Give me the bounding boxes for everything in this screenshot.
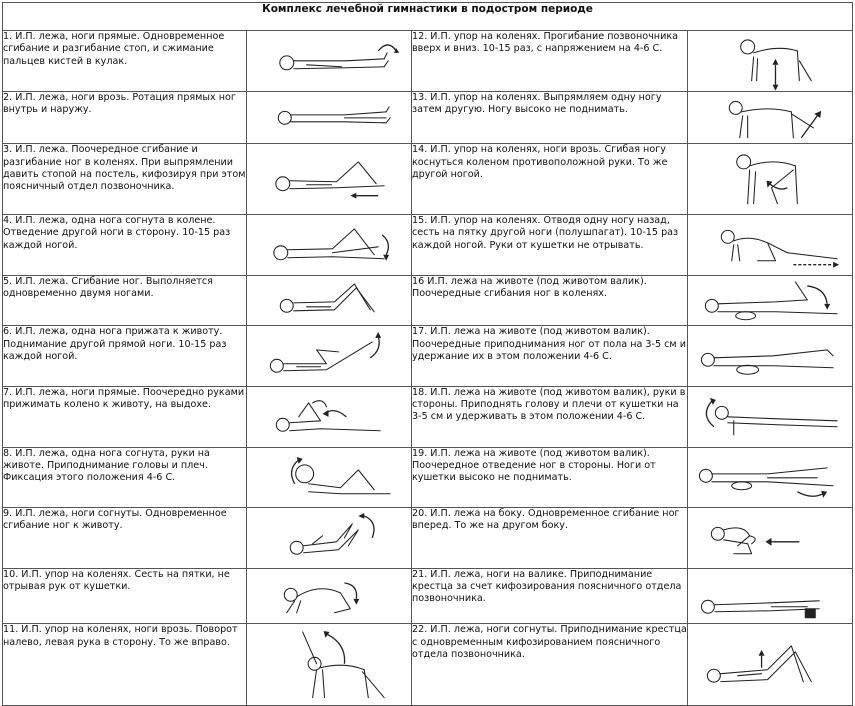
exercise-table	[2, 2, 853, 706]
exercise-18-text: 18. И.П. лежа на животе (под животом валик), руки в стороны. Приподнять голову и плечи от кушетки на 3-5 см и удерживать в этом положении 4-6 С.	[412, 386, 688, 447]
exercise-7-text: 7. И.П. лежа, ноги прямые. Поочередно руками прижимать колено к животу, на выдохе.	[3, 386, 247, 447]
half-split-figure-icon	[688, 214, 853, 275]
kneeling-leg-extension-figure-icon	[688, 91, 853, 144]
kneeling-knee-to-hand-figure-icon	[688, 144, 853, 215]
lying-knee-to-chest-figure-icon	[247, 386, 412, 447]
exercise-15-text: 15. И.П. упор на коленях. Отводя одну ногу назад, сесть на пятку другой ноги (полушпагат). 10-15 раз каждой ногой. Руки от кушетки не отрывать.	[412, 214, 688, 275]
exercise-1-text: 1. И.П. лежа, ноги прямые. Одновременное сгибание и разгибание стоп, и сжимание пальцев кистей в кулак.	[3, 31, 247, 92]
lying-knee-bend-figure-icon	[247, 144, 412, 215]
kneeling-sit-on-heels-figure-icon	[247, 568, 412, 624]
exercise-14-text: 14. И.П. упор на коленях, ноги врозь. Сгибая ногу коснуться коленом противоположной руки. То же другой ногой.	[412, 144, 688, 215]
side-lying-knees-forward-figure-icon	[688, 508, 853, 569]
exercise-3-text: 3. И.П. лежа. Поочередное сгибание и разгибание ног в коленях. При выпрямлении давить стопой на постель, кифозируя при этом поясничный отдел позвоночника.	[3, 144, 247, 215]
table-title: Комплекс лечебной гимнастики в подостром периоде	[3, 3, 853, 31]
exercise-8-text: 8. И.П. лежа, одна нога согнута, руки на животе. Приподнимание головы и плеч. Фиксация этого положения 4-6 С.	[3, 447, 247, 508]
exercise-4-text: 4. И.П. лежа, одна нога согнута в колене. Отведение другой ноги в сторону. 10-15 раз каждой ногой.	[3, 214, 247, 275]
lying-leg-abduction-figure-icon	[247, 214, 412, 275]
exercise-9-text: 9. И.П. лежа, ноги согнуты. Одновременное сгибание ног к животу.	[3, 508, 247, 569]
supine-roller-pelvis-lift-figure-icon	[688, 568, 853, 624]
lying-foot-flex-figure-icon	[247, 31, 412, 92]
lying-straight-leg-raise-figure-icon	[247, 326, 412, 387]
exercise-13-text: 13. И.П. упор на коленях. Выпрямляем одну ногу затем другую. Ногу высоко не поднимать.	[412, 91, 688, 144]
exercise-2-text: 2. И.П. лежа, ноги врозь. Ротация прямых ног внутрь и наружу.	[3, 91, 247, 144]
prone-leg-lift-figure-icon	[688, 326, 853, 387]
exercise-17-text: 17. И.П. лежа на животе (под животом валик). Поочередные приподнимания ног от пола на 3-5 см и удержание их в этом положении 4-6 С.	[412, 326, 688, 387]
lying-leg-rotation-figure-icon	[247, 91, 412, 144]
exercise-5-text: 5. И.П. лежа. Сгибание ног. Выполняется одновременно двумя ногами.	[3, 275, 247, 326]
exercise-16-text: 16 И.П. лежа на животе (под животом валик). Поочередные сгибания ног в коленях.	[412, 275, 688, 326]
exercise-21-text: 21. И.П. лежа, ноги на валике. Приподнимание крестца за счет кифозирования поясничного отдела позвоночника.	[412, 568, 688, 624]
lying-head-lift-figure-icon	[247, 447, 412, 508]
exercise-11-text: 11. И.П. упор на коленях, ноги врозь. Поворот налево, левая рука в сторону. То же вправо.	[3, 624, 247, 706]
kneeling-spine-arch-figure-icon	[688, 31, 853, 92]
exercise-22-text: 22. И.П. лежа, ноги согнуты. Приподнимание крестца с одновременным кифозированием поясничного отдела позвоночника.	[412, 624, 688, 706]
prone-knee-bend-figure-icon	[688, 275, 853, 326]
exercise-10-text: 10. И.П. упор на коленях. Сесть на пятки, не отрывая рук от кушетки.	[3, 568, 247, 624]
supine-bridge-figure-icon	[688, 624, 853, 706]
lying-knees-to-belly-figure-icon	[247, 508, 412, 569]
exercise-19-text: 19. И.П. лежа на животе (под животом валик). Поочередное отведение ног в стороны. Ноги от кушетки высоко не поднимать.	[412, 447, 688, 508]
exercise-12-text: 12. И.П. упор на коленях. Прогибание позвоночника вверх и вниз. 10-15 раз, с напряжением на 4-6 С.	[412, 31, 688, 92]
lying-both-knees-bend-figure-icon	[247, 275, 412, 326]
exercise-6-text: 6. И.П. лежа, одна нога прижата к животу. Поднимание другой прямой ноги. 10-15 раз каждой ногой.	[3, 326, 247, 387]
prone-leg-abduction-figure-icon	[688, 447, 853, 508]
prone-head-lift-figure-icon	[688, 386, 853, 447]
kneeling-trunk-rotation-figure-icon	[247, 624, 412, 706]
exercise-20-text: 20. И.П. лежа на боку. Одновременное сгибание ног вперед. То же на другом боку.	[412, 508, 688, 569]
